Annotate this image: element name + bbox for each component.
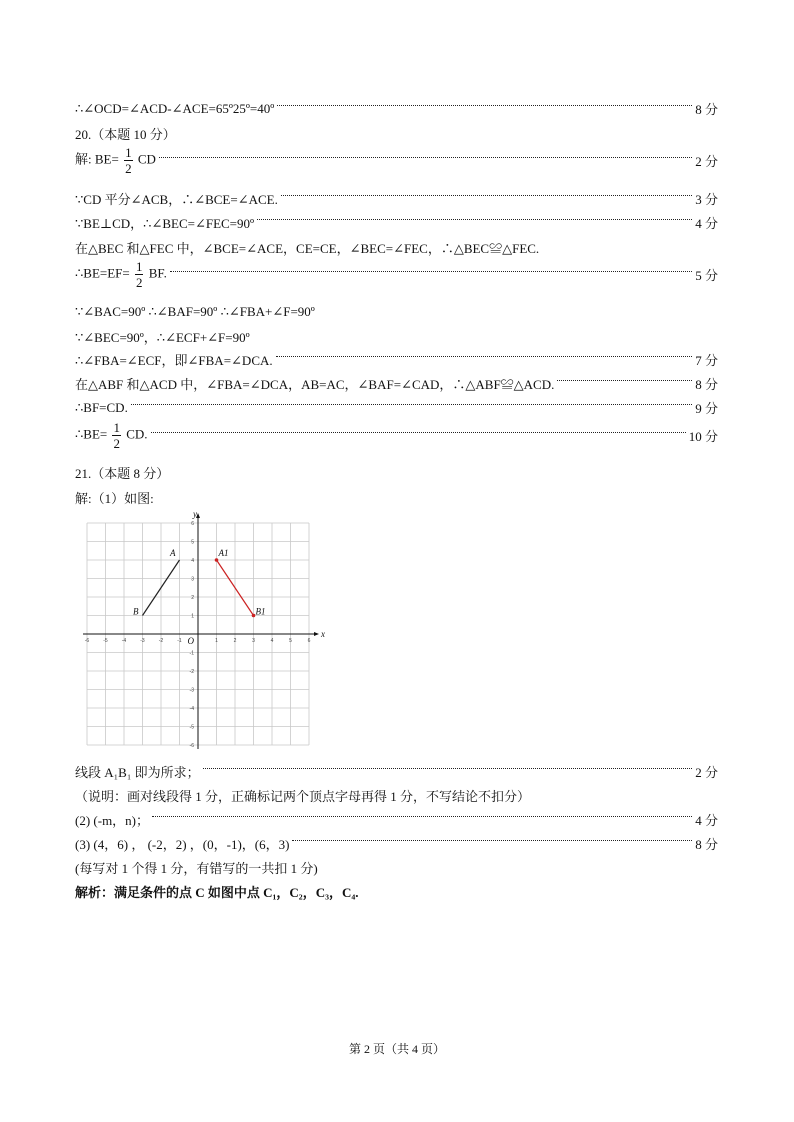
- line-text: (3) (4，6) ， (-2，2) ，(0，-1)，(6，3): [75, 837, 290, 852]
- answer-line-part-2: [75, 810, 718, 829]
- score: 4 分: [695, 216, 718, 231]
- score: 2 分: [695, 765, 718, 780]
- line-text: ∴∠FBA=∠ECF，即∠FBA=∠DCA.: [75, 353, 273, 368]
- x-tick-label: 5: [289, 638, 292, 644]
- x-tick-label: -2: [158, 638, 164, 644]
- scoring-note-2: (每写对 1 个得 1 分，有错写的一共扣 1 分): [75, 861, 318, 876]
- origin-label: O: [187, 636, 194, 646]
- score: 7 分: [695, 353, 718, 368]
- score: 3 分: [695, 192, 718, 207]
- answer-line-bac-90: ∵∠BAC=90º ∴∠BAF=90º ∴∠FBA+∠F=90º: [75, 304, 315, 319]
- dot-leader: [292, 840, 692, 841]
- y-tick-label: -4: [189, 706, 194, 712]
- y-tick-label: -3: [189, 687, 194, 694]
- y-tick-label: -5: [189, 724, 194, 731]
- analysis-line: 解析：满足条件的点 C 如图中点 C₁，C₂，C₃，C₄.: [75, 885, 359, 900]
- dot-leader: [557, 380, 692, 381]
- x-tick-label: 3: [252, 638, 255, 644]
- fraction-denominator: 2: [113, 436, 120, 451]
- x-tick-label: 6: [307, 638, 311, 644]
- dot-leader: [152, 816, 692, 817]
- x-tick-label: -6: [84, 638, 90, 644]
- score: 5 分: [695, 268, 718, 283]
- x-tick-label: -4: [121, 638, 127, 644]
- fraction: [135, 260, 144, 289]
- dot-leader: [203, 768, 693, 769]
- y-tick-label: 1: [191, 613, 194, 620]
- score: 8 分: [695, 102, 718, 117]
- scoring-note-1: （说明：画对线段得 1 分，正确标记两个顶点字母再得 1 分，不写结论不扣分）: [75, 789, 531, 804]
- point-label: A: [170, 548, 176, 558]
- score: 8 分: [695, 837, 718, 852]
- line-text: (2) (-m，n)；: [75, 813, 150, 828]
- x-tick-label: -1: [177, 638, 182, 644]
- y-tick-label: 6: [191, 521, 194, 527]
- fraction-denominator: 2: [125, 161, 132, 176]
- score: 4 分: [695, 813, 718, 828]
- line-prefix: ∴BE=EF=: [75, 265, 130, 281]
- fraction-numerator: 1: [113, 420, 120, 435]
- dot-leader: [276, 356, 693, 357]
- dot-leader: [131, 404, 692, 405]
- fraction: [112, 421, 121, 450]
- answer-line-congruence-bec-fec: 在△BEC 和△FEC 中，∠BCE=∠ACE，CE=CE，∠BEC=∠FEC，∴△BEC≌△FEC.: [75, 241, 540, 256]
- answer-line-segment-a1b1: [75, 762, 718, 781]
- score: 9 分: [695, 401, 718, 416]
- answer-line-bf-cd: [75, 398, 718, 417]
- y-tick-label: 4: [191, 558, 194, 564]
- answer-line-part-3: [75, 834, 718, 853]
- axes: [83, 509, 325, 749]
- fraction-denominator: 2: [135, 275, 143, 290]
- answer-line-be-half-cd: [75, 146, 718, 175]
- dot-leader: [281, 195, 692, 196]
- answer-line-cd-bisects: [75, 189, 718, 208]
- y-tick-label: -1: [189, 650, 194, 657]
- y-tick-label: -6: [189, 743, 194, 749]
- dot-leader: [159, 157, 692, 158]
- answer-line-bec-90: ∵∠BEC=90º，∴∠ECF+∠F=90º: [75, 330, 250, 345]
- x-tick-label: 2: [233, 638, 237, 644]
- line-text: ∴BF=CD.: [75, 399, 128, 415]
- line-text: 线段 A₁B₁ 即为所求；: [75, 765, 200, 780]
- line-text: ∴∠OCD=∠ACD-∠ACE=65º25º=40º: [75, 100, 275, 116]
- point-label: A1: [218, 548, 229, 558]
- line-text: ∵CD 平分∠ACB，∴∠BCE=∠ACE.: [75, 192, 278, 207]
- fraction-numerator: 1: [135, 259, 143, 274]
- answer-line-ocd: [75, 99, 718, 118]
- question-20-header: 20.（本题 10 分）: [75, 127, 176, 142]
- question-21-header: 21.（本题 8 分）: [75, 466, 170, 481]
- dot-leader: [257, 219, 692, 220]
- x-tick-label: -3: [140, 638, 145, 644]
- segments: [133, 548, 266, 617]
- score: 8 分: [695, 377, 718, 392]
- answer-part-1-intro: 解:（1）如图:: [75, 491, 154, 506]
- page-footer: 第 2 页（共 4 页）: [348, 1042, 445, 1056]
- dot-leader: [277, 105, 692, 106]
- x-axis-arrow: [314, 632, 319, 636]
- line-prefix: ∴BE=: [75, 426, 108, 442]
- answer-line-be-half-cd-final: [75, 421, 718, 450]
- line-suffix: BF.: [148, 265, 167, 281]
- line-suffix: CD.: [126, 426, 148, 442]
- y-tick-label: 2: [191, 595, 194, 601]
- x-tick-label: 4: [270, 638, 274, 644]
- answer-line-be-perp-cd: [75, 213, 718, 232]
- score: 2 分: [695, 154, 718, 169]
- dot-leader: [170, 271, 692, 272]
- line-prefix: 解: BE=: [75, 151, 119, 167]
- dot-leader: [151, 432, 686, 433]
- answer-line-congruence-abf-acd: [75, 374, 718, 393]
- coordinate-plane-figure: [78, 509, 325, 752]
- x-tick-label: 1: [215, 638, 218, 644]
- y-tick-label: 3: [191, 576, 194, 583]
- line-text: 在△ABF 和△ACD 中，∠FBA=∠DCA，AB=AC，∠BAF=∠CAD，∴△ABF≌△ACD.: [75, 377, 555, 392]
- y-tick-label: 5: [191, 539, 194, 546]
- y-axis-label: y: [193, 509, 197, 519]
- answer-line-fba-ecf: [75, 350, 718, 369]
- point-label: B: [133, 606, 139, 617]
- x-tick-label: -5: [103, 638, 108, 644]
- segment-endpoint: [215, 558, 219, 562]
- y-tick-label: -2: [189, 669, 194, 675]
- x-axis-label: x: [321, 629, 325, 639]
- line-suffix: CD: [137, 151, 156, 167]
- point-label: B1: [255, 606, 266, 617]
- answer-line-be-ef-half-bf: [75, 260, 718, 289]
- score: 10 分: [688, 429, 718, 444]
- fraction: [124, 146, 133, 175]
- line-text: ∵BE⊥CD，∴∠BEC=∠FEC=90º: [75, 216, 255, 231]
- fraction-numerator: 1: [125, 145, 132, 160]
